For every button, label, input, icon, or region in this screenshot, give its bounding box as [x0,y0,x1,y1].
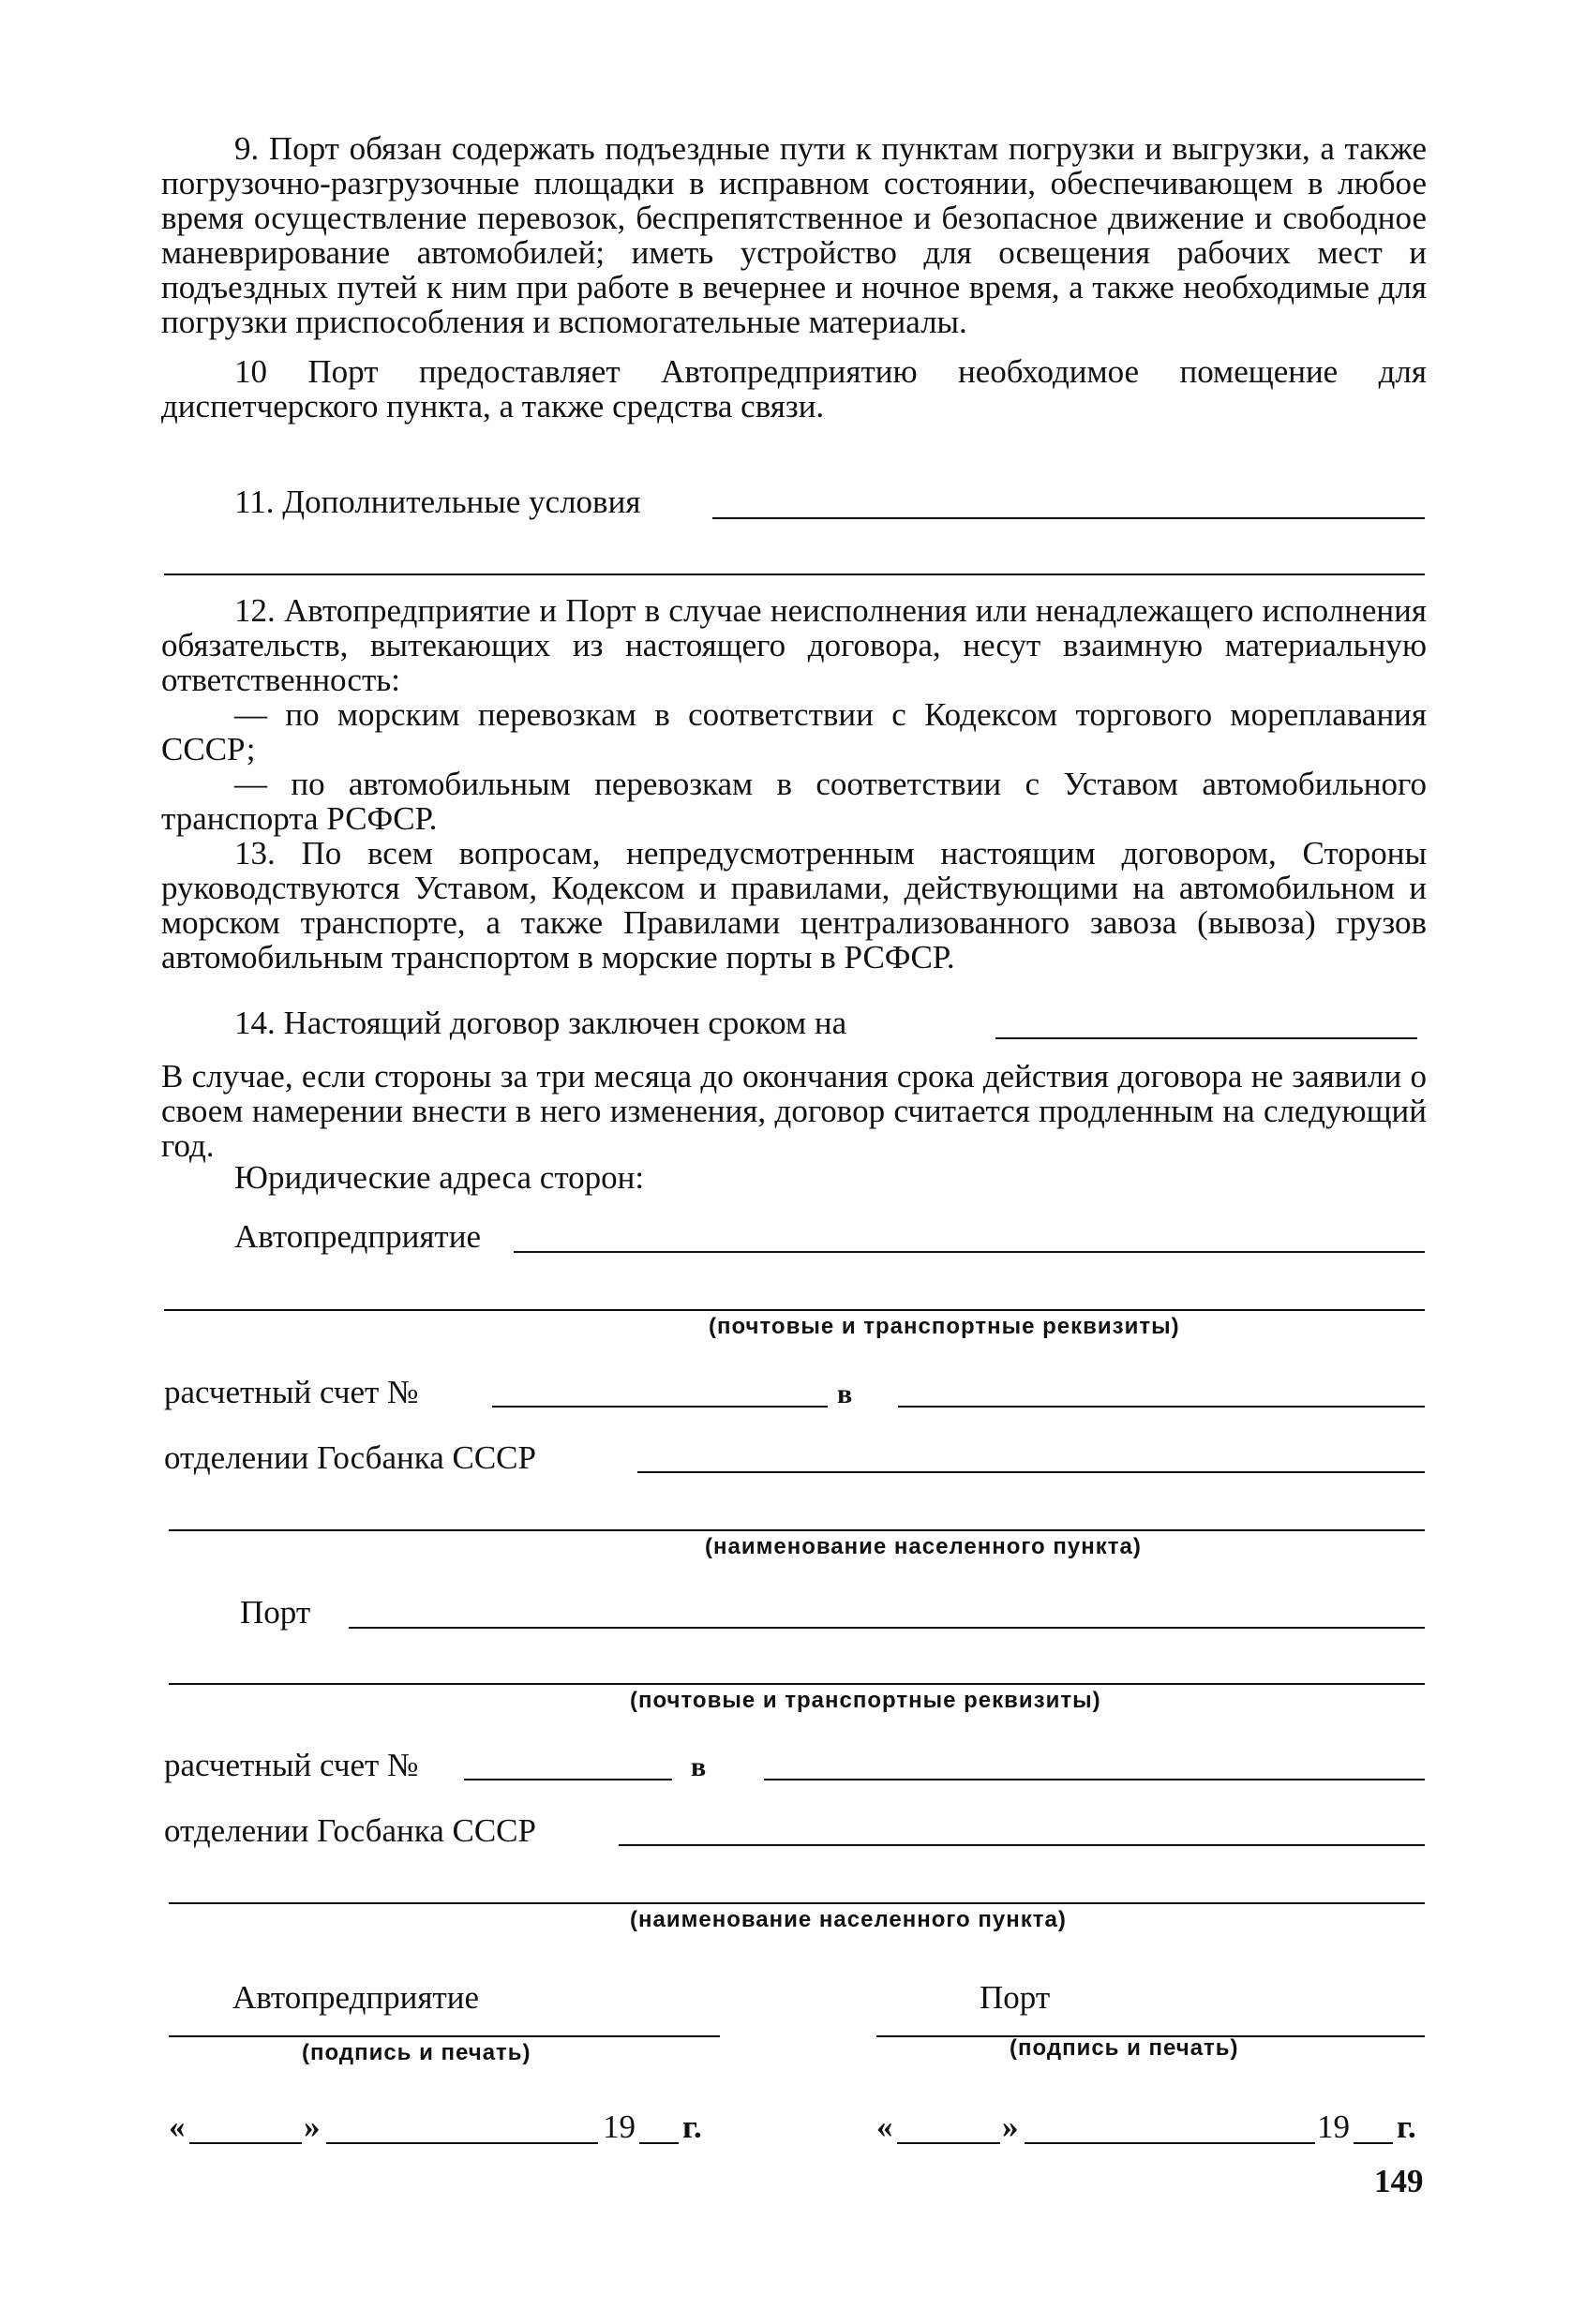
date-left-month-line[interactable] [326,2142,598,2144]
port-caption-postal: (почтовые и транспортные реквизиты) [630,1688,1101,1713]
date-left-year-suffix: г. [682,2108,702,2145]
port-place-line[interactable] [169,1902,1425,1904]
port-branch-line[interactable] [619,1844,1425,1846]
port-address-line-2[interactable] [169,1683,1425,1685]
auto-account-label: расчетный счет № [164,1374,419,1410]
clause-12: 12. Автопредприятие и Порт в случае неисполнения или ненадлежащего исполнения обязательств, вытекающих из настоящего договора, несут взаимную материальную ответственность: [161,592,1427,698]
date-right-quote-close: » [1002,2108,1019,2145]
auto-caption-postal: (почтовые и транспортные реквизиты) [709,1314,1180,1339]
date-left-year-prefix: 19 [603,2108,636,2145]
sign-left-caption: (подпись и печать) [302,2040,531,2065]
auto-branch-line[interactable] [637,1471,1425,1473]
clause-12a: — по морским перевозкам в соответствии с Кодексом торгового мореплавания СССР; [161,696,1427,767]
clause-9: 9. Порт обязан содержать подъездные пути к пунктам погрузки и выгрузки, а также погрузочно-разгрузочные площадки в исправном состоянии, обеспечивающем в любое время осуществление перевозок, беспрепятственное и безопасное движение и свободное маневрирование автомобилей; иметь устройство для освещения рабочих мест и подъездных путей к ним при работе в вечернее и ночное время, а также необходимые для погрузки приспособления и вспомогательные материалы. [161,130,1427,340]
port-account-line[interactable] [464,1779,672,1780]
clause-12b: — по автомобильным перевозкам в соответствии с Уставом автомобильного транспорта РСФСР. [161,766,1427,837]
auto-in-label: в [837,1378,853,1409]
sign-right-title: Порт [980,1979,1051,2016]
sign-left-title: Автопредприятие [232,1979,479,2016]
clause-13: 13. По всем вопросам, непредусмотренным настоящим договором, Стороны руководствуются Уставом, Кодексом и правилами, действующими на автомобильном и морском транспорте, а также Правилами централизованного завоза (вывоза) грузов автомобильным транспортом в морские порты в РСФСР. [161,835,1427,976]
contract-text-3 [161,1059,1427,1163]
date-left-day-line[interactable] [189,2142,302,2144]
auto-place-line[interactable] [169,1529,1425,1531]
port-in-label: в [691,1751,707,1782]
date-right-year-prefix: 19 [1317,2108,1350,2145]
term-line[interactable] [995,1037,1417,1039]
contract-text-2 [161,593,1427,975]
clause-11: 11. Дополнительные условия [234,484,641,520]
port-bank-label: отделении Госбанка СССР [164,1812,536,1849]
auto-label: Автопредприятие [234,1218,481,1255]
auto-bank-line[interactable] [898,1406,1425,1408]
date-right-day-line[interactable] [897,2142,1000,2144]
date-left-year-line[interactable] [639,2142,679,2144]
port-address-line[interactable] [349,1627,1425,1629]
port-caption-place: (наименование населенного пункта) [630,1907,1067,1932]
sign-left-line[interactable] [169,2035,720,2037]
auto-address-line-2[interactable] [164,1309,1425,1311]
auto-bank-label: отделении Госбанка СССР [164,1439,536,1476]
additional-conditions-line-2[interactable] [164,574,1425,575]
auto-address-line[interactable] [514,1251,1425,1253]
contract-text [161,131,1427,424]
date-right-month-line[interactable] [1025,2142,1315,2144]
auto-account-line[interactable] [492,1406,828,1408]
additional-conditions-line[interactable] [712,517,1425,519]
date-right-quote-open: « [876,2108,893,2145]
sign-right-caption: (подпись и печать) [1010,2035,1239,2061]
clause-14-continued: В случае, если стороны за три месяца до окончания срока действия договора не заявили о своем намерении внести в него изменения, договор считается продленным на следующий год. [161,1058,1427,1164]
clause-14: 14. Настоящий договор заключен сроком на [234,1005,847,1041]
date-left-quote-open: « [169,2108,186,2145]
port-label: Порт [240,1594,311,1631]
addresses-heading: Юридические адреса сторон: [234,1159,645,1196]
port-account-label: расчетный счет № [164,1747,419,1783]
port-bank-line[interactable] [764,1779,1425,1780]
clause-10: 10 Порт предоставляет Автопредприятию необходимое помещение для диспетчерского пункта, а также средства связи. [161,353,1427,425]
auto-caption-place: (наименование населенного пункта) [705,1534,1142,1559]
date-right-year-suffix: г. [1397,2108,1416,2145]
date-left-quote-close: » [304,2108,321,2145]
date-right-year-line[interactable] [1354,2142,1393,2144]
page-number: 149 [1374,2163,1424,2199]
